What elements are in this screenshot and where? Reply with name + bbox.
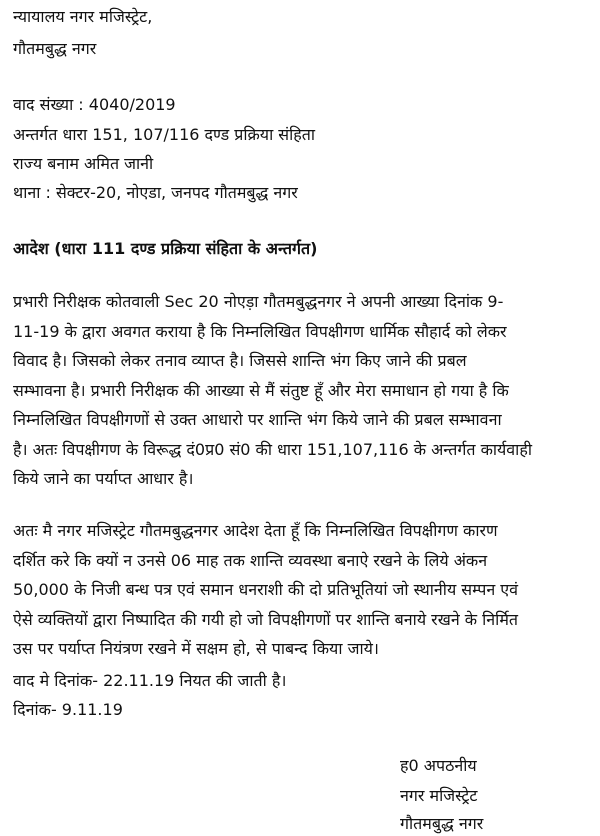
paragraph-line: है। अतः विपक्षीगण के विरूद्ध दं0प्र0 सं0 की धारा 151,107,116 के अन्तर्गत कार्यवाही xyxy=(13,439,532,459)
order-paragraph-2 xyxy=(13,516,591,664)
paragraph-line: दर्शित करे कि क्यों न उनसे 06 माह तक शान्ति व्यवस्था बनाऐ रखने के लिये अंकन xyxy=(13,550,488,570)
paragraph-line: किये जाने का पर्याप्त आधार है। xyxy=(13,469,194,488)
paragraph-line: प्रभारी निरीक्षक कोतवाली Sec 20 नोएड़ा गौतमबुद्धनगर ने अपनी आख्या दिनांक 9- xyxy=(13,292,504,311)
paragraph-line: विवाद है। जिसको लेकर तनाव व्याप्त है। जिससे शान्ति भंग किए जाने की प्रबल xyxy=(13,351,467,370)
case-parties: राज्य बनाम अमित जानी xyxy=(13,154,154,173)
paragraph-line: सम्भावना है। प्रभारी निरीक्षक की आख्या से मैं संतुष्ट हूँ और मेरा समाधान हो गया है कि xyxy=(13,380,509,400)
signature-location: गौतमबुद्ध नगर xyxy=(400,814,484,833)
paragraph-line: 50,000 के निजी बन्ध पत्र एवं समान धनराशी की दो प्रतिभूतियां जो स्थानीय सम्पन एवं xyxy=(13,580,519,599)
case-number: वाद संख्या : 4040/2019 xyxy=(13,95,176,114)
court-address-line1: न्यायालय नगर मजिस्ट्रेट, xyxy=(13,7,153,26)
paragraph-line: उस पर पर्याप्त नियंत्रण रखने में सक्षम हो, से पाबन्द किया जाये। xyxy=(13,639,379,658)
order-paragraph-1 xyxy=(13,287,591,494)
court-address-line2: गौतमबुद्ध नगर xyxy=(13,39,97,58)
paragraph-line: 11-19 के द्वारा अवगत कराया है कि निम्नलिखित विपक्षीगण धार्मिक सौहार्द को लेकर xyxy=(13,321,507,341)
case-police-station: थाना : सेक्टर-20, नोएडा, जनपद गौतमबुद्ध नगर xyxy=(13,183,298,202)
hearing-date: वाद मे दिनांक- 22.11.19 नियत की जाती है। xyxy=(13,671,287,690)
case-section: अन्तर्गत धारा 151, 107/116 दण्ड प्रक्रिया संहिता xyxy=(13,125,316,144)
paragraph-line: निम्नलिखित विपक्षीगणों से उक्त आधारो पर शान्ति भंग किये जाने की प्रबल सम्भावना xyxy=(13,410,502,429)
signature-designation: नगर मजिस्ट्रेट xyxy=(400,786,478,805)
order-date: दिनांक- 9.11.19 xyxy=(13,700,123,719)
order-heading: आदेश (धारा 111 दण्ड प्रक्रिया संहिता के अन्तर्गत) xyxy=(13,239,318,258)
paragraph-line: ऐसे व्यक्तियों द्वारा निष्पादित की गयी हो जो विपक्षीगणों पर शान्ति बनाये रखने के निर्मित xyxy=(13,609,519,629)
paragraph-line: अतः मै नगर मजिस्ट्रेट गौतमबुद्धनगर आदेश देता हूँ कि निम्नलिखित विपक्षीगण कारण xyxy=(13,521,498,540)
signature-unreadable: ह0 अपठनीय xyxy=(400,756,477,775)
